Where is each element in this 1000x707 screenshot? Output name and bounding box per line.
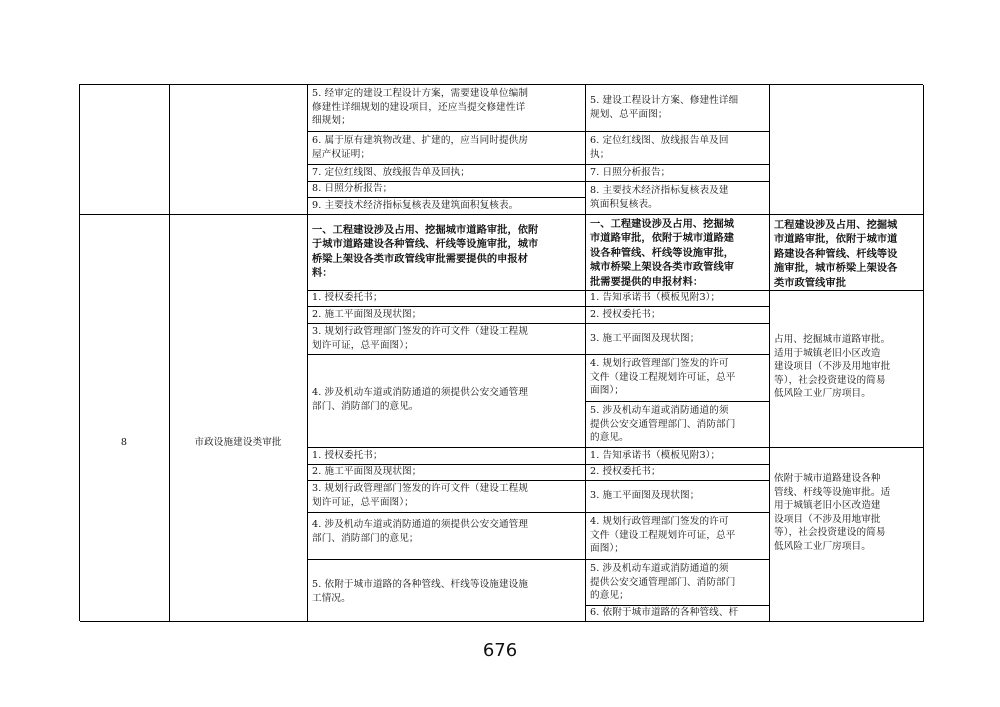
block-a-col4-item-3: 3. 施工平面图及现状图； — [586, 324, 770, 355]
top-col3-item-7: 7. 定位红线图、放线报告单及回执； — [308, 165, 586, 182]
block-b-col4-item-2: 2. 授权委托书； — [586, 465, 770, 481]
category-cell — [170, 215, 308, 622]
block-a-col4-item-2: 2. 授权委托书； — [586, 307, 770, 324]
block-b-col3-item-5: 5. 依附于城市道路的各种管线、杆线等设施建设施 工情况。 — [308, 560, 586, 622]
top-col4-item-7: 7. 日照分析报告； — [586, 165, 770, 182]
block-b-col5: 依附于城市道路建设各种 管线、杆线等设施审批。适 用于城镇老旧小区改造建 设项目（不涉及用地审批 等），社会投资建设的简易 低风险工业厂房项目。 — [770, 448, 924, 622]
category-label: 市政设施建设类审批 — [194, 437, 282, 448]
block-b-col4-item-6: 6. 依附于城市道路的各种管线、杆 — [586, 606, 770, 622]
block-a-col3-item-4: 4. 涉及机动车道或消防通道的须提供公安交通管理 部门、消防部门的意见。 — [308, 355, 586, 448]
top-col4-item-6: 6. 定位红线图、放线报告单及回 执； — [586, 132, 770, 165]
block-a-col5: 占用、挖掘城市道路审批。 适用于城镇老旧小区改造 建设项目（不涉及用地审批 等），社会投资建设的简易 低风险工业厂房项目。 — [770, 291, 924, 448]
top-col3-item-5: 5. 经审定的建设工程设计方案，需要建设单位编制 修建性详细规划的建设项目，还应当提交修建性详 细规划； — [308, 85, 586, 132]
block-b-col4-item-4: 4. 规划行政管理部门签发的许可 文件（建设工程规划许可证，总平 面图）； — [586, 513, 770, 560]
top-col3-item-8: 8. 日照分析报告； — [308, 182, 586, 198]
block-a-col3-item-2: 2. 施工平面图及现状图； — [308, 307, 586, 324]
block-b-col3-item-4: 4. 涉及机动车道或消防通道的须提供公安交通管理 部门、消防部门的意见； — [308, 513, 586, 560]
header-col4: 一、工程建设涉及占用、挖掘城 市道路审批，依附于城市道路建 设各种管线、杆线等设施审批， 城市桥梁上架设各类市政管线审 批需要提供的申报材料： — [586, 215, 770, 291]
category-cell-top — [170, 85, 308, 215]
block-a-col4-item-5: 5. 涉及机动车道或消防通道的须 提供公安交通管理部门、消防部门 的意见。 — [586, 402, 770, 448]
top-col4-item-5: 5. 建设工程设计方案、修建性详细 规划、总平面图； — [586, 85, 770, 132]
top-col4-item-8: 8. 主要技术经济指标复核表及建 筑面积复核表。 — [586, 182, 770, 215]
header-col3: 一、工程建设涉及占用、挖掘城市道路审批，依附 于城市道路建设各种管线、杆线等设施审批，城市 桥梁上架设各类市政管线审批需要提供的申报材 料： — [308, 215, 586, 291]
row-number: 8 — [120, 437, 128, 448]
block-b-col3-item-3: 3. 规划行政管理部门签发的许可文件（建设工程规 划许可证，总平面图）； — [308, 481, 586, 513]
top-col5-cell — [770, 85, 924, 215]
block-a-col4-item-1: 1. 告知承诺书（模板见附3）； — [586, 291, 770, 307]
page-number: 676 — [482, 640, 518, 661]
block-a-col4-item-4: 4. 规划行政管理部门签发的许可 文件（建设工程规划许可证，总平 面图）； — [586, 355, 770, 402]
row-number-cell — [80, 215, 170, 622]
block-b-col4-item-1: 1. 告知承诺书（模板见附3）； — [586, 448, 770, 465]
top-col3-item-6: 6. 属于原有建筑物改建、扩建的，应当同时提供房 屋产权证明； — [308, 132, 586, 165]
top-col3-item-9: 9. 主要技术经济指标复核表及建筑面积复核表。 — [308, 198, 586, 215]
block-a-col3-item-3: 3. 规划行政管理部门签发的许可文件（建设工程规 划许可证，总平面图）； — [308, 324, 586, 355]
block-b-col3-item-2: 2. 施工平面图及现状图； — [308, 465, 586, 481]
block-b-col3-item-1: 1. 授权委托书； — [308, 448, 586, 465]
approval-materials-table — [79, 84, 923, 621]
block-a-col3-item-1: 1. 授权委托书； — [308, 291, 586, 307]
row-number-cell-top — [80, 85, 170, 215]
header-col5: 工程建设涉及占用、挖掘城 市道路审批，依附于城市道 路建设各种管线、杆线等设 施审批，城市桥梁上架设各 类市政管线审批 — [770, 215, 924, 291]
block-b-col4-item-3: 3. 施工平面图及现状图； — [586, 481, 770, 513]
block-b-col4-item-5: 5. 涉及机动车道或消防通道的须 提供公安交通管理部门、消防部门 的意见； — [586, 560, 770, 606]
